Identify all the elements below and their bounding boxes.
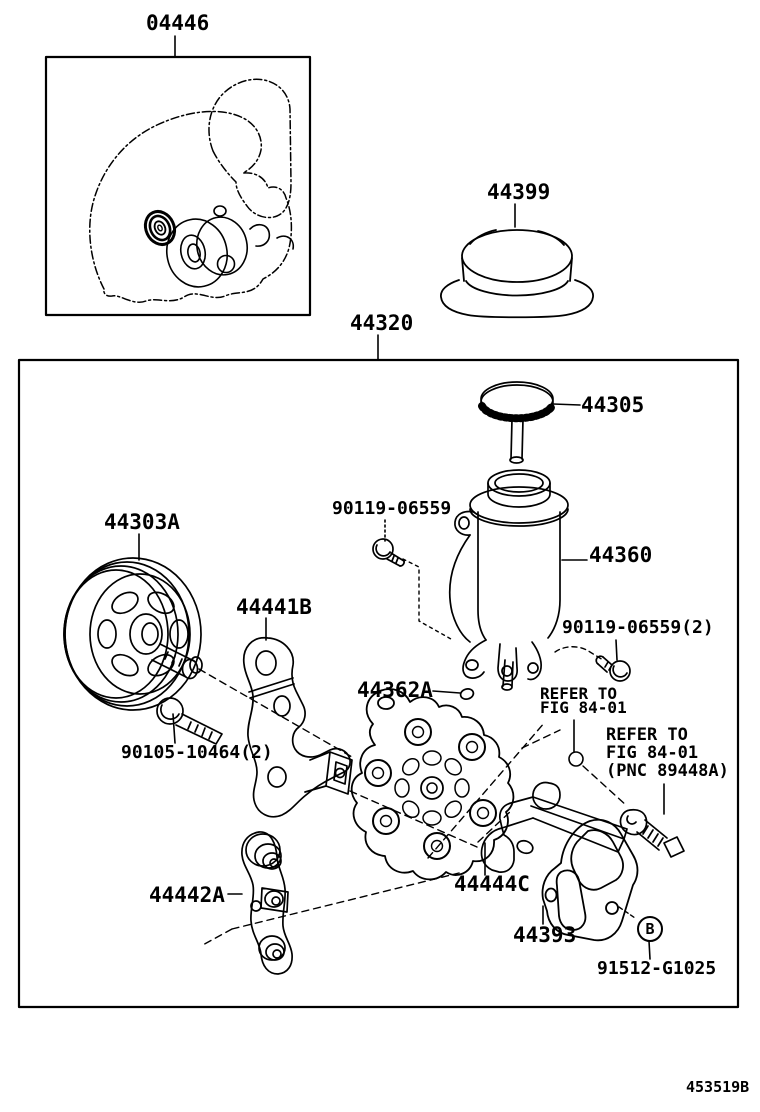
marker-b-badge xyxy=(637,916,663,942)
callout-stay: 44442A xyxy=(149,883,225,907)
note-refer-small-line1: REFER TO xyxy=(540,684,618,703)
bolt-lower-drawing xyxy=(596,656,630,681)
pump-center-detail xyxy=(395,751,469,825)
note-refer-bold-line3: (PNC 89448A) xyxy=(606,761,729,781)
reservoir-drawing xyxy=(450,470,568,690)
callout-bracket-rear: 44444C xyxy=(454,872,530,896)
callout-pulley-bolt: 90105-10464(2) xyxy=(121,742,273,763)
callout-reservoir-cap: 44305 xyxy=(581,393,645,417)
seal-ring-drawing xyxy=(140,207,180,250)
reservoir-cap-drawing xyxy=(481,382,553,463)
callout-bracket-front: 44441B xyxy=(236,595,312,619)
callout-pump-assembly: 44320 xyxy=(350,311,414,335)
callout-oring: 44362A xyxy=(357,678,433,702)
rotor-plate-drawing xyxy=(161,206,294,292)
pump-body-drawing xyxy=(352,689,514,879)
bracket-front-drawing xyxy=(244,638,352,817)
note-refer-bold-line2: FIG 84-01 xyxy=(606,743,699,763)
callout-bolt-upper: 90119-06559 xyxy=(332,498,452,519)
note-refer-bold xyxy=(606,726,729,780)
bracket-rear-drawing xyxy=(481,783,627,873)
callout-bolt-marker-b: 91512-G1025 xyxy=(597,958,717,979)
callout-reservoir: 44360 xyxy=(589,543,653,567)
stay-drawing xyxy=(242,832,292,974)
callout-seal-kit: 04446 xyxy=(146,11,210,35)
pulley-spokes xyxy=(98,588,188,680)
pulley-bolt-drawing xyxy=(157,698,222,744)
callout-reservoir-cap-sub: 44399 xyxy=(487,180,551,204)
callout-bolt-lower: 90119-06559(2) xyxy=(562,617,714,638)
seal-kit-box-drawing xyxy=(46,57,310,315)
callout-pulley: 44303A xyxy=(104,510,180,534)
callout-gasket: 44393 xyxy=(513,923,577,947)
figure-code: 453519B xyxy=(686,1078,750,1096)
note-refer-small-line2: FIG 84-01 xyxy=(540,698,627,717)
pulley-drawing xyxy=(64,558,202,710)
bolt-upper-drawing xyxy=(373,539,404,566)
note-refer-bold-line1: REFER TO xyxy=(606,725,688,745)
reservoir-cap-sub-drawing xyxy=(441,230,593,317)
marker-b-letter: B xyxy=(645,920,655,938)
oring-drawing xyxy=(459,687,474,700)
pump-bosses xyxy=(365,719,496,859)
refer-oring-drawing xyxy=(569,752,583,766)
note-refer-small xyxy=(540,684,627,717)
